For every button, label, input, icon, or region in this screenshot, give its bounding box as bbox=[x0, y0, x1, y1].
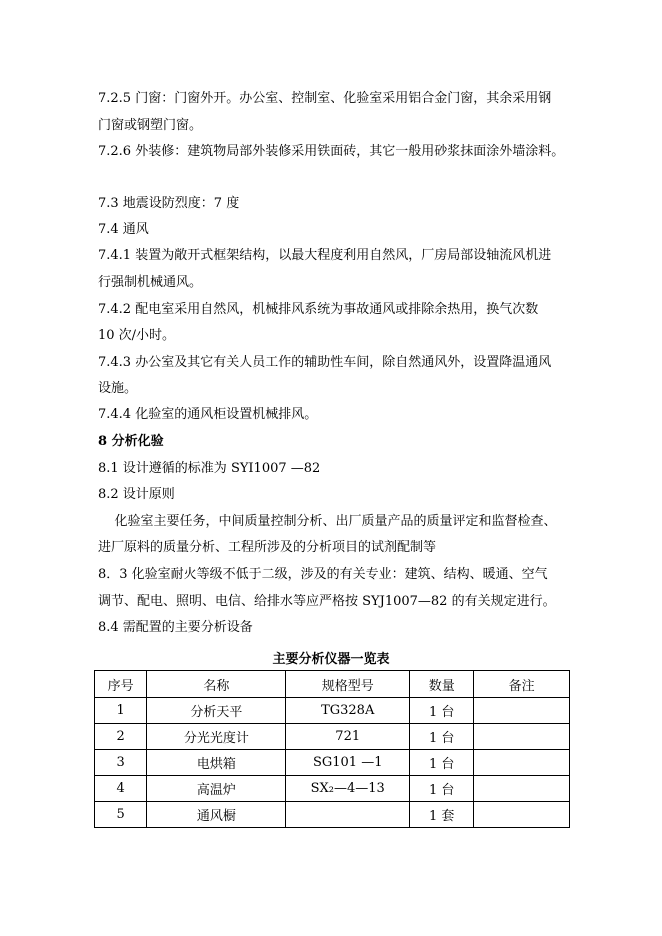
cell-number: 3 bbox=[95, 750, 147, 776]
cell-quantity: 1 台 bbox=[410, 698, 474, 724]
cell-number: 2 bbox=[95, 724, 147, 750]
section-7-4-3-line-2: 设施。 bbox=[98, 381, 138, 396]
cell-model: TG328A bbox=[286, 698, 410, 724]
section-7-2-5-line-1: 7.2.5 门窗：门窗外开。办公室、控制室、化验室采用铝合金门窗，其余采用钢 bbox=[98, 91, 552, 106]
cell-quantity: 1 套 bbox=[410, 802, 474, 828]
table-row bbox=[95, 698, 570, 724]
cell-model: SX₂—4—13 bbox=[286, 776, 410, 802]
header-cell-remarks: 备注 bbox=[474, 671, 570, 698]
cell-quantity: 1 台 bbox=[410, 750, 474, 776]
section-7-2-5-line-2: 门窗或钢塑门窗。 bbox=[98, 118, 203, 133]
cell-name: 分光光度计 bbox=[147, 724, 286, 750]
section-8-1: 8.1 设计遵循的标准为 SYI1007 —82 bbox=[98, 461, 321, 476]
header-cell-model: 规格型号 bbox=[286, 671, 410, 698]
cell-name: 分析天平 bbox=[147, 698, 286, 724]
header-cell-name: 名称 bbox=[147, 671, 286, 698]
section-8-2: 8.2 设计原则 bbox=[98, 487, 175, 502]
cell-number: 5 bbox=[95, 802, 147, 828]
table-row bbox=[95, 750, 570, 776]
section-7-4-1-line-2: 行强制机械通风。 bbox=[98, 275, 203, 290]
section-7-3: 7.3 地震设防烈度：7 度 bbox=[98, 196, 240, 211]
section-8-3-line-1: 8．3 化验室耐火等级不低于二级，涉及的有关专业：建筑、结构、暖通、空气 bbox=[98, 567, 548, 582]
cell-quantity: 1 台 bbox=[410, 724, 474, 750]
cell-name: 通风橱 bbox=[147, 802, 286, 828]
section-8-heading: 8 分析化验 bbox=[98, 434, 164, 449]
cell-remarks bbox=[474, 802, 570, 828]
cell-name: 高温炉 bbox=[147, 776, 286, 802]
section-7-4-2-line-2: 10 次/小时。 bbox=[98, 328, 176, 343]
cell-remarks bbox=[474, 750, 570, 776]
cell-number: 4 bbox=[95, 776, 147, 802]
section-8-4: 8.4 需配置的主要分析设备 bbox=[98, 620, 253, 635]
table-row bbox=[95, 724, 570, 750]
section-7-4-2-line-1: 7.4.2 配电室采用自然风，机械排风系统为事故通风或排除余热用，换气次数 bbox=[98, 302, 539, 317]
section-7-4-3-line-1: 7.4.3 办公室及其它有关人员工作的辅助性车间，除自然通风外，设置降温通风 bbox=[98, 355, 552, 370]
table-header-row bbox=[95, 671, 570, 698]
table-row bbox=[95, 802, 570, 828]
table-title: 主要分析仪器一览表 bbox=[272, 652, 390, 667]
header-cell-quantity: 数量 bbox=[410, 671, 474, 698]
cell-number: 1 bbox=[95, 698, 147, 724]
cell-model bbox=[286, 802, 410, 828]
equipment-table bbox=[94, 670, 570, 828]
cell-remarks bbox=[474, 776, 570, 802]
section-8-2-paragraph-line-1: 化验室主要任务，中间质量控制分析、出厂质量产品的质量评定和监督检查、 bbox=[98, 514, 557, 529]
section-8-3-line-2: 调节、配电、照明、电信、给排水等应严格按 SYJ1007—82 的有关规定进行。 bbox=[98, 594, 556, 609]
cell-remarks bbox=[474, 698, 570, 724]
section-8-2-paragraph-line-2: 进厂原料的质量分析、工程所涉及的分析项目的试剂配制等 bbox=[98, 540, 437, 555]
cell-quantity: 1 台 bbox=[410, 776, 474, 802]
section-7-4: 7.4 通风 bbox=[98, 222, 149, 237]
cell-name: 电烘箱 bbox=[147, 750, 286, 776]
section-7-2-6: 7.2.6 外装修：建筑物局部外装修采用铁面砖，其它一般用砂浆抹面涂外墙涂料。 bbox=[98, 144, 565, 159]
section-7-4-4: 7.4.4 化验室的通风柜设置机械排风。 bbox=[98, 407, 318, 422]
cell-remarks bbox=[474, 724, 570, 750]
section-7-4-1-line-1: 7.4.1 装置为敞开式框架结构，以最大程度利用自然风，厂房局部设轴流风机进 bbox=[98, 248, 552, 263]
header-cell-number: 序号 bbox=[95, 671, 147, 698]
cell-model: 721 bbox=[286, 724, 410, 750]
cell-model: SG101 —1 bbox=[286, 750, 410, 776]
table-row bbox=[95, 776, 570, 802]
